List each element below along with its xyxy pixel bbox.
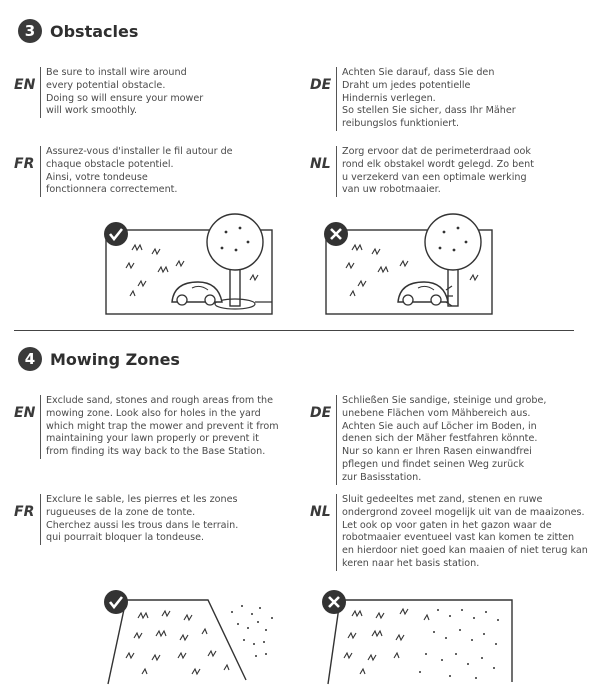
instruction-text: Exclure le sable, les pierres et les zones rugueuses de la zone de tonte. Cherchez aussi les trous dans le terrain. qui pourrait bloquer la tondeuse.: [40, 494, 238, 545]
obstacle-correct-illustration: [100, 210, 280, 320]
language-code: NL: [310, 156, 331, 172]
instruction-text: Zorg ervoor dat de perimeterdraad ook rond elk obstakel wordt gelegd. Zo bent u verzekerd van een optimale werking van uw robotmaaier.: [336, 146, 534, 197]
section-header-obstacles: [18, 19, 138, 43]
language-code: DE: [310, 405, 332, 421]
text-block-en: [14, 395, 279, 459]
instruction-text: Be sure to install wire around every potential obstacle. Doing so will ensure your mower will work smoothly.: [40, 67, 203, 118]
text-block-de: [310, 395, 546, 485]
mowing-zone-incorrect-illustration: [316, 588, 516, 688]
language-code: FR: [14, 156, 35, 172]
language-code: DE: [310, 77, 332, 93]
checkmark-icon: [104, 222, 128, 246]
text-block-de: [310, 67, 516, 131]
mowing-zone-correct-illustration: [96, 588, 286, 688]
sand-dots: [419, 609, 499, 679]
cross-icon: [322, 590, 346, 614]
instruction-text: Exclude sand, stones and rough areas from the mowing zone. Look also for holes in the yard which might trap the mower and prevent it from maintaining your lawn properly or prevent it from finding its way back to the Base Station.: [40, 395, 279, 459]
grass-tufts: [126, 611, 229, 674]
sand-dots: [231, 605, 273, 657]
language-code: FR: [14, 504, 35, 520]
section-title: Mowing Zones: [50, 349, 180, 369]
section-divider: [14, 330, 574, 331]
language-code: NL: [310, 504, 331, 520]
cross-icon: [324, 222, 348, 246]
section-header-mowing-zones: [18, 347, 180, 371]
text-block-fr: [14, 146, 233, 197]
section-number-badge: 3: [18, 19, 42, 43]
checkmark-icon: [104, 590, 128, 614]
text-block-fr: [14, 494, 238, 545]
instruction-text: Assurez-vous d'installer le fil autour de chaque obstacle potentiel. Ainsi, votre tondeuse fonctionnera correctement.: [40, 146, 233, 197]
instruction-text: Sluit gedeeltes met zand, stenen en ruwe ondergrond zoveel mogelijk uit van de maaizones. Let ook op voor gaten in het gazon waar de robotmaaier eventueel vast kan komen te zitten en hierdoor niet goed kan maaien of niet terug kan keren naar het basis station.: [336, 494, 588, 571]
grass-tufts: [344, 609, 429, 674]
section-title: Obstacles: [50, 21, 139, 41]
language-code: EN: [14, 405, 36, 421]
language-code: EN: [14, 77, 36, 93]
text-block-en: [14, 67, 203, 118]
section-number-badge: 4: [18, 347, 42, 371]
instruction-text: Achten Sie darauf, dass Sie den Draht um jedes potentielle Hindernis verlegen. So stellen Sie sicher, dass Ihr Mäher reibungslos funktioniert.: [336, 67, 516, 131]
robot-mower-icon: [172, 282, 222, 305]
text-block-nl: [310, 494, 588, 571]
obstacle-incorrect-illustration: [320, 210, 500, 320]
robot-mower-icon: [398, 282, 448, 305]
text-block-nl: [310, 146, 534, 197]
instruction-text: Schließen Sie sandige, steinige und grobe, unebene Flächen vom Mähbereich aus. Achten Sie auch auf Löcher im Boden, in denen sich der Mäher festfahren könnte. Nur so kann er Ihren Rasen einwandfrei pflegen und findet seinen Weg zurück zur Basisstation.: [336, 395, 546, 485]
